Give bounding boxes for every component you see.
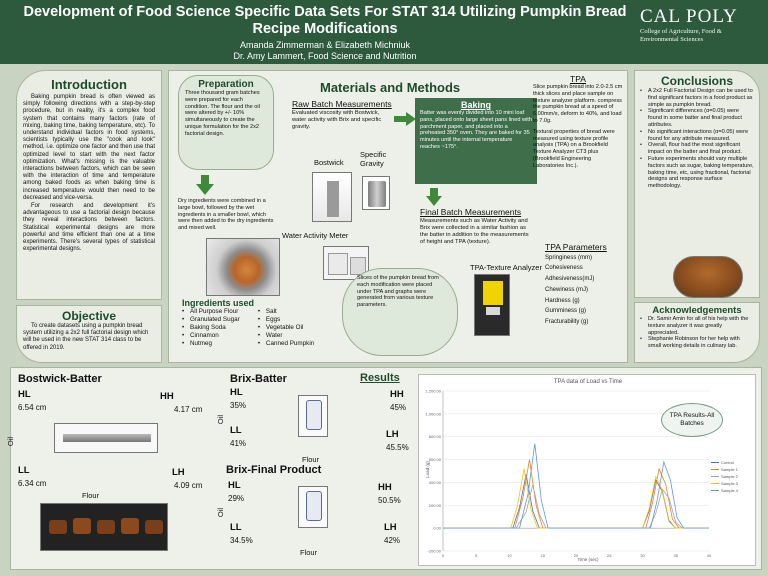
x-tick-label: 30 [640,553,645,558]
raw-batch-title: Raw Batch Measurements [292,99,392,109]
pumpkin-bread-photo [673,256,743,298]
legend-item [711,466,753,473]
tpa-text1: Slice pumpkin bread into 2.0-2.5 cm thick slices and place sample on texture analyzer platform. compress the pumpkin bread at a speed of 6.00mm/s, deform to 40%, and load to 7.0g. [533,84,623,124]
y-tick-label: -200.00 [427,548,441,554]
results-title: Results [360,372,400,384]
y-tick-label: 800.00 [428,434,441,440]
brix-final-hh-label: HH [378,482,392,493]
ingredient-item: • Baking Soda [182,324,258,332]
y-tick-label: 1,000.00 [425,411,441,417]
ingredient-item: • Canned Pumpkin [258,340,332,348]
preparation-box [178,75,274,170]
ingredient-item: • Cinnamon [182,332,258,340]
tpa-annotation-text: TPA Results-All Batches [669,412,715,427]
brix-final-x-label: Flour [300,548,318,557]
introduction-panel [16,70,162,300]
tpa-chart [418,374,756,566]
y-tick-label: 400.00 [428,479,441,485]
tpa-param-item: Cohesiveness [545,265,583,272]
brix-refractometer-photo [298,395,328,437]
ingredient-item: • Nutmeg [182,340,258,348]
bostwick-ll-label: LL [18,465,30,476]
tpa-param-item: Gumminess (g) [545,308,587,315]
tpa-params-title: TPA Parameters [545,242,607,252]
bostwick-y-label: Oil [6,436,16,447]
brix-final-y-label: Oil [216,507,226,518]
y-tick-label: 1,200.00 [425,388,441,394]
introduction-title: Introduction [51,77,127,92]
brix-batter-results [216,367,415,467]
cal-poly-logo [640,6,760,62]
conclusions-list [640,88,754,190]
legend-label: Sample 4 [721,488,738,493]
brix-final-title: Brix-Final Product [226,464,322,476]
series-line [443,460,709,528]
specific-gravity-photo [362,176,390,210]
bostwick-lh-value: 4.09 cm [174,481,203,490]
bostwick-results-title: Bostwick-Batter [18,373,102,385]
x-tick-label: 40 [706,553,712,558]
preparation-text: Three thousand gram batches were prepared for each condition. The flour and the oil were altered by +/- 10% simultaneously to create the unique formulation for the 2x2 factorial design. [185,90,260,137]
water-activity-label: Water Activity Meter [282,231,349,240]
x-tick-label: 20 [573,553,579,558]
ingredient-item: • Granulated Sugar [182,316,258,324]
brix-batter-x-label: Flour [302,455,320,464]
ingredients-list-left [182,308,258,348]
legend-item [711,480,753,487]
introduction-p1: Baking pumpkin bread is often viewed as simply following directions with a step-by-step procedure, but in reality, it's a complex food system that contains many factors (rate of mixing, baking time, baking temperature, etc). To understand individual factors in food systems, scientists typically use the "cook and look" method, i.e. optimize one factor and then use that optimized level to start with the next factor optimization. What's missing is the valuable interactions between factors, which can be seen with the interaction of time and temperature among baked foods as when baking time is increased temperature would then need to be decreased and vice-versa. [23,94,155,201]
mixing-text: Dry ingredients were combined in a large bowl, followed by the wet ingredients in a smaller bowl, which were then added to the dry ingredients and mixed well. [178,198,274,232]
specific-gravity-label: Specific Gravity [360,150,387,168]
x-tick-label: 25 [607,553,612,558]
brix-final-lh-value: 42% [384,536,401,545]
acknowledgement-item: • Stephanie Robinson for her help with small working details in culinary lab. [640,336,754,350]
tpa-param-item: Fracturability (g) [545,319,589,326]
tpa-chart-svg [419,375,757,567]
series-line [443,444,709,528]
bostwick-lh-label: LH [172,467,185,478]
ingredient-item: • Water [258,332,332,340]
final-batch-title: Final Batch Measurements [420,207,522,217]
bostwick-device-photo [54,423,158,453]
brix-final-hh-value: 50.5% [378,496,401,505]
tpa-params-section [545,243,625,328]
acknowledgements-panel [634,302,760,363]
ingredients-title: Ingredients used [182,298,255,308]
tpa-chart-legend [711,459,753,494]
raw-batch-section [292,100,392,131]
tpa-param-item: Springiness (mm) [545,254,593,261]
bostwick-hl-label: HL [18,389,31,400]
brix-batter-ll-label: LL [230,425,242,436]
tpa-chart-xlabel: Time (sec) [577,557,599,562]
objective-text: To create datasets using a pumpkin bread system utilizing a 2x2 full factorial design which will be used in the new STAT 314 class to be offered in 2019. [23,323,149,351]
brix-final-hl-value: 29% [228,494,245,503]
tpa-chart-ylabel: Load (g) [424,461,430,478]
acknowledgement-item: • Dr. Samir Amin for all of his help with the texture analyzer it was greatly appreciated. [640,316,754,336]
tpa-title: TPA [570,74,586,84]
slices-text: Slices of the pumpkin bread from each modification were placed under TPA and graphs were generated from various texture parameters. [357,275,439,309]
logo-name: CAL POLY [640,6,738,27]
bostwick-label: Bostwick [314,158,344,167]
conclusion-item: • Future experiments should vary multiple factors such as sugar, baking temperature, baking time, etc, using fractional, factorial designs and response surface methodology. [640,156,754,190]
legend-swatch [711,483,719,485]
tpa-chart-title: TPA data of Load vs Time [553,379,623,385]
legend-item [711,473,753,480]
final-batch-text: Measurements such as Water Activity and Brix were collected in a similar fashion as the batter in addition to the measurements of height and TPA (texture). [420,217,529,246]
acknowledgements-title: Acknowledgements [652,305,742,316]
conclusions-panel [634,70,760,298]
brix-batter-hh-value: 45% [390,403,407,412]
conclusion-item: • Overall, flour had the most significant impact on the batter and final product. [640,142,754,156]
methods-title: Materials and Methods [320,80,461,95]
ingredient-item: • Eggs [258,316,332,324]
legend-item [711,459,753,466]
poster-authors [20,40,630,62]
y-tick-label: 200.00 [428,502,441,508]
x-tick-label: 10 [507,553,512,558]
introduction-p2: For research and development it's advantageous to use a factorial design because they reveal interactions between factors. Statistical experimental designs are more powerful and time efficient than one at a time experiments. There's several types of statistical experimental designs. [23,203,155,253]
objective-panel [16,305,162,363]
x-tick-label: 15 [540,553,545,558]
brix-batter-title: Brix-Batter [230,373,287,385]
ingredients-section [182,298,332,348]
baking-title: Baking [460,100,491,110]
brix-batter-hl-label: HL [230,387,243,398]
bostwick-hh-label: HH [160,391,174,402]
tpa-param-item: Hardness (g) [545,297,580,304]
conclusion-item: • No significant interactions (α=0.05) were found for any attribute measured. [640,129,754,143]
y-tick-label: 600.00 [428,457,441,463]
baked-loaves-photo [40,503,168,551]
x-tick-label: 35 [673,553,678,558]
brix-batter-ll-value: 41% [230,439,247,448]
advisor-name: Dr. Amy Lammert, Food Science and Nutrition [233,51,417,61]
bostwick-results [6,367,220,570]
brix-final-results [216,460,415,570]
bostwick-hh-value: 4.17 cm [174,405,203,414]
tpa-section [533,74,623,170]
brix-final-ll-label: LL [230,522,242,533]
mixing-bowl-photo [206,238,280,296]
conclusion-item: • Significant differences (α=0.05) were found in some batter and final product attributes. [640,108,754,128]
brix-final-lh-label: LH [384,522,397,533]
legend-label: Control [721,460,734,465]
brix-batter-lh-label: LH [386,429,399,440]
brix-final-refractometer-photo [298,486,328,528]
ingredient-item: • Vegetable Oil [258,324,332,332]
author-names: Amanda Zimmerman & Elizabeth Michniuk [239,40,411,50]
legend-label: Sample 1 [721,467,738,472]
tpa-analyzer-photo [474,274,510,336]
legend-label: Sample 3 [721,481,738,486]
conclusion-item: • A 2x2 Full Factorial Design can be used to find significant factors in a food product as simple as pumpkin bread. [640,88,754,108]
y-tick-label: 0.00 [433,525,441,531]
arrow-down-icon [426,188,442,206]
brix-final-ll-value: 34.5% [230,536,253,545]
raw-batch-text: Evaluated viscosity with Bostwick, water activity with Brix and specific gravity. [292,109,382,130]
acknowledgements-list [640,316,754,350]
legend-swatch [711,476,719,478]
conclusions-title: Conclusions [660,74,733,88]
final-batch-section [420,208,530,246]
legend-label: Sample 2 [721,474,738,479]
tpa-analyzer-label: TPA-Texture Analyzer [470,263,542,272]
bostwick-x-label: Flour [82,491,100,500]
brix-final-hl-label: HL [228,480,241,491]
bostwick-hl-value: 6.54 cm [18,403,47,412]
bostwick-ll-value: 6.34 cm [18,479,47,488]
baking-text: Batter was evenly divided into 10 mini loaf pans, placed onto large sheet pans lined with parchment paper, and placed into a preheated 350° oven. They are baked for 35 minutes until the internal temperature reaches ~175°. [420,110,532,150]
arrow-down-icon [196,175,214,195]
poster-title: Development of Food Science Specific Data Sets For STAT 314 Utilizing Pumpkin Bread Recipe Modifications [23,4,627,37]
objective-title: Objective [61,309,117,323]
poster-header [0,0,768,64]
bostwick-photo [312,172,352,222]
brix-batter-lh-value: 45.5% [386,443,409,452]
tpa-results-annotation [661,403,723,437]
legend-swatch [711,490,719,492]
ingredient-item: • Salt [258,308,332,316]
baking-box [415,98,537,184]
tpa-text2: Textural properties of bread were measured using texture profile analysis (TPA) on a Brookfield Texture Analyzer CT3 plus (Brookfield Engineering Laboratories Inc.). [533,128,615,169]
brix-batter-hl-value: 35% [230,401,247,410]
brix-batter-y-label: Oil [216,414,226,425]
x-tick-label: 5 [475,553,478,558]
legend-item [711,487,753,494]
brix-batter-hh-label: HH [390,389,404,400]
ingredients-list-right [258,308,332,348]
legend-swatch [711,469,719,471]
logo-subtitle: College of Agriculture, Food & Environmental Sciences [640,28,722,43]
slices-box [342,268,458,356]
legend-swatch [711,462,719,464]
x-tick-label: 0 [441,553,445,558]
ingredient-item: • All Purpose Flour [182,308,258,316]
tpa-param-item: Chewiness (mJ) [545,286,589,293]
tpa-param-item: Adhesiveness(mJ) [545,276,595,283]
preparation-title: Preparation [198,79,254,90]
arrow-right-icon [394,112,416,126]
